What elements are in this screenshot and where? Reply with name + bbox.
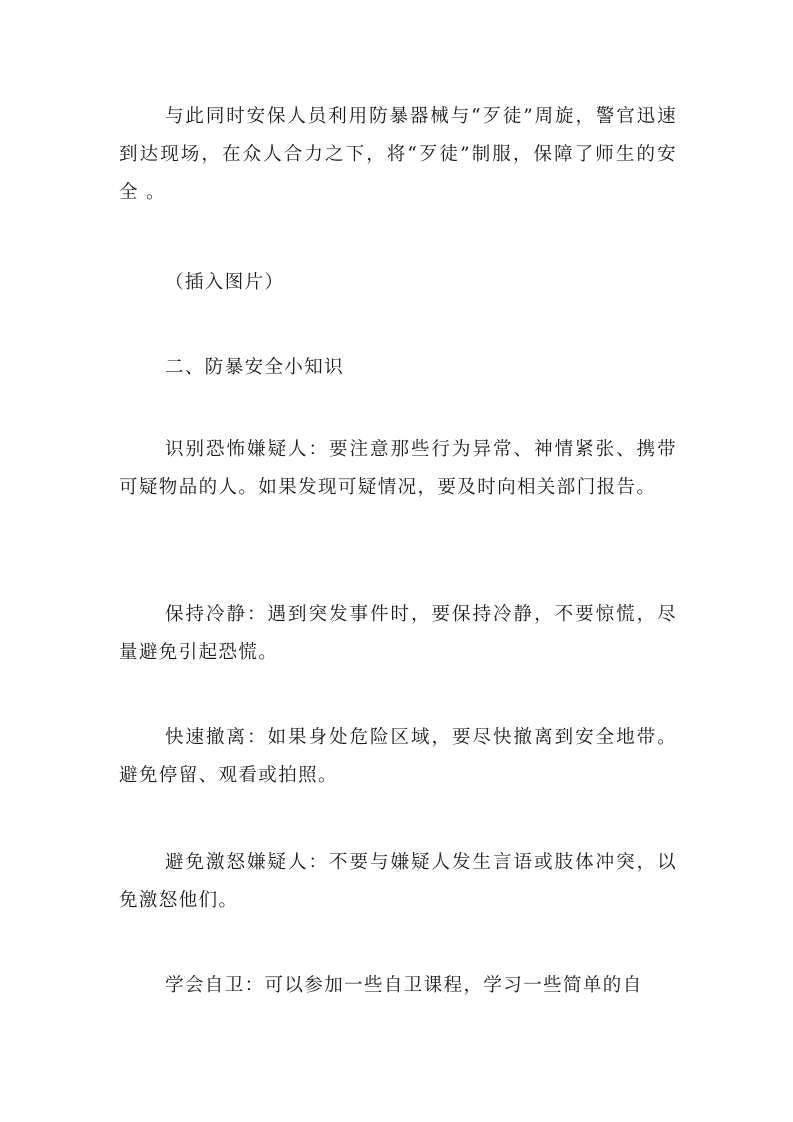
- section-heading: 二、防暴安全小知识: [165, 357, 345, 378]
- paragraph-self-defense: 学会自卫：可以参加一些自卫课程，学习一些简单的自: [165, 975, 643, 996]
- paragraph-evacuate: 快速撤离：如果身处危险区域，要尽快撤离到安全地带。避免停留、观看或拍照。: [119, 727, 677, 786]
- paragraph-stay-calm: 保持冷静：遇到突发事件时，要保持冷静，不要惊慌，尽量避免引起恐慌。: [119, 604, 677, 663]
- paragraph-avoid-provoking: 避免激怒嫌疑人：不要与嫌疑人发生言语或肢体冲突，以免激怒他们。: [119, 852, 677, 911]
- image-placeholder-text: （插入图片）: [165, 272, 285, 293]
- paragraph-identify-suspects: 识别恐怖嫌疑人：要注意那些行为异常、神情紧张、携带可疑物品的人。如果发现可疑情况，要及时向相关部门报告。: [119, 439, 677, 498]
- paragraph-security-response: 与此同时安保人员利用防暴器械与“歹徒”周旋，警官迅速到达现场，在众人合力之下，将“歹徒”制服，保障了师生的安全 。: [119, 106, 677, 203]
